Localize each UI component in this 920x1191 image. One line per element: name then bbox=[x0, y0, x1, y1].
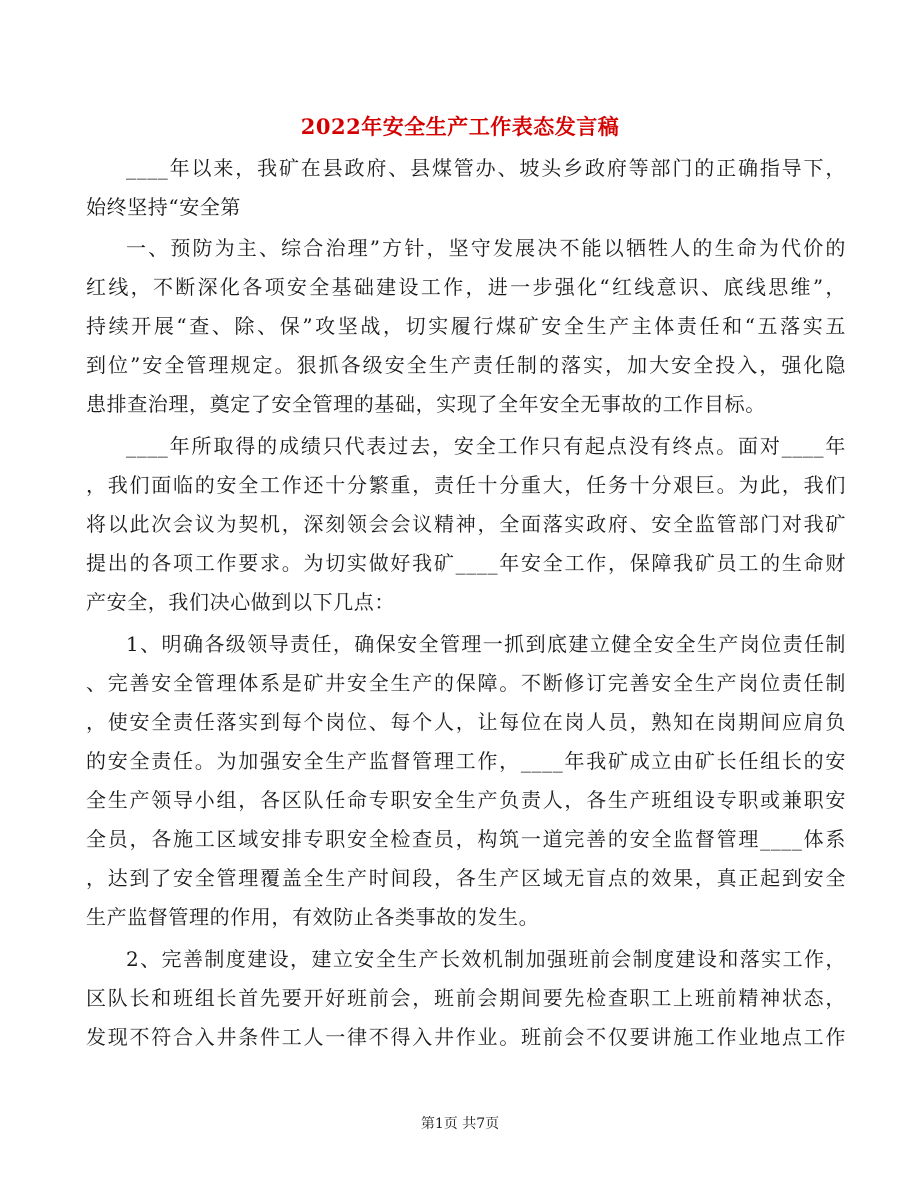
paragraph-line: ，使安全责任落实到每个岗位、每个人，让每位在岗人员，熟知在岗期间应肩负 bbox=[86, 710, 846, 734]
paragraph-line: 的安全责任。为加强安全生产监督管理工作，____年我矿成立由矿长任组长的安 bbox=[86, 749, 846, 773]
paragraph-line: 全员，各施工区域安排专职安全检查员，构筑一道完善的安全监督管理____体系 bbox=[86, 827, 846, 851]
paragraph-line: 、完善安全管理体系是矿井安全生产的保障。不断修订完善安全生产岗位责任制 bbox=[86, 671, 846, 695]
paragraph-line: 产安全，我们决心做到以下几点： bbox=[86, 590, 395, 614]
paragraph-line: 2、完善制度建设，建立安全生产长效机制加强班前会制度建设和落实工作， bbox=[126, 947, 846, 971]
paragraph-line: 发现不符合入井条件工人一律不得入井作业。班前会不仅要讲施工作业地点工作 bbox=[86, 1025, 846, 1049]
paragraph-line: ，达到了安全管理覆盖全生产时间段，各生产区域无盲点的效果，真正起到安全 bbox=[86, 866, 846, 890]
paragraph-line: 将以此次会议为契机，深刻领会会议精神，全面落实政府、安全监管部门对我矿 bbox=[86, 512, 846, 536]
paragraph-line: ____年以来，我矿在县政府、县煤管办、坡头乡政府等部门的正确指导下， bbox=[126, 156, 846, 180]
page-footer: 第1页 共7页 bbox=[420, 1116, 500, 1132]
page-title: 2022年安全生产工作表态发言稿 bbox=[300, 114, 620, 139]
paragraph-line: 1、明确各级领导责任，确保安全管理一抓到底建立健全安全生产岗位责任制 bbox=[126, 632, 846, 656]
paragraph-line: 红线，不断深化各项安全基础建设工作，进一步强化“红线意识、底线思维”， bbox=[86, 275, 846, 299]
paragraph-line: 持续开展“查、除、保”攻坚战，切实履行煤矿安全生产主体责任和“五落实五 bbox=[86, 314, 846, 338]
paragraph-line: 生产监督管理的作用，有效防止各类事故的发生。 bbox=[86, 905, 540, 929]
paragraph-line: 全生产领导小组，各区队任命专职安全生产负责人，各生产班组设专职或兼职安 bbox=[86, 788, 846, 812]
paragraph-line: 患排查治理，奠定了安全管理的基础，实现了全年安全无事故的工作目标。 bbox=[86, 392, 766, 416]
paragraph-line: 区队长和班组长首先要开好班前会，班前会期间要先检查职工上班前精神状态， bbox=[86, 986, 846, 1010]
paragraph-line: 到位”安全管理规定。狠抓各级安全生产责任制的落实，加大安全投入，强化隐 bbox=[86, 353, 846, 377]
paragraph-line: ，我们面临的安全工作还十分繁重，责任十分重大，任务十分艰巨。为此，我们 bbox=[86, 473, 846, 497]
paragraph-line: 提出的各项工作要求。为切实做好我矿____年安全工作，保障我矿员工的生命财 bbox=[86, 551, 846, 575]
paragraph-line: 一、预防为主、综合治理”方针，坚守发展决不能以牺牲人的生命为代价的 bbox=[126, 236, 846, 260]
paragraph-line: ____年所取得的成绩只代表过去，安全工作只有起点没有终点。面对____年 bbox=[126, 434, 846, 458]
paragraph-line: 始终坚持“安全第 bbox=[86, 195, 242, 219]
